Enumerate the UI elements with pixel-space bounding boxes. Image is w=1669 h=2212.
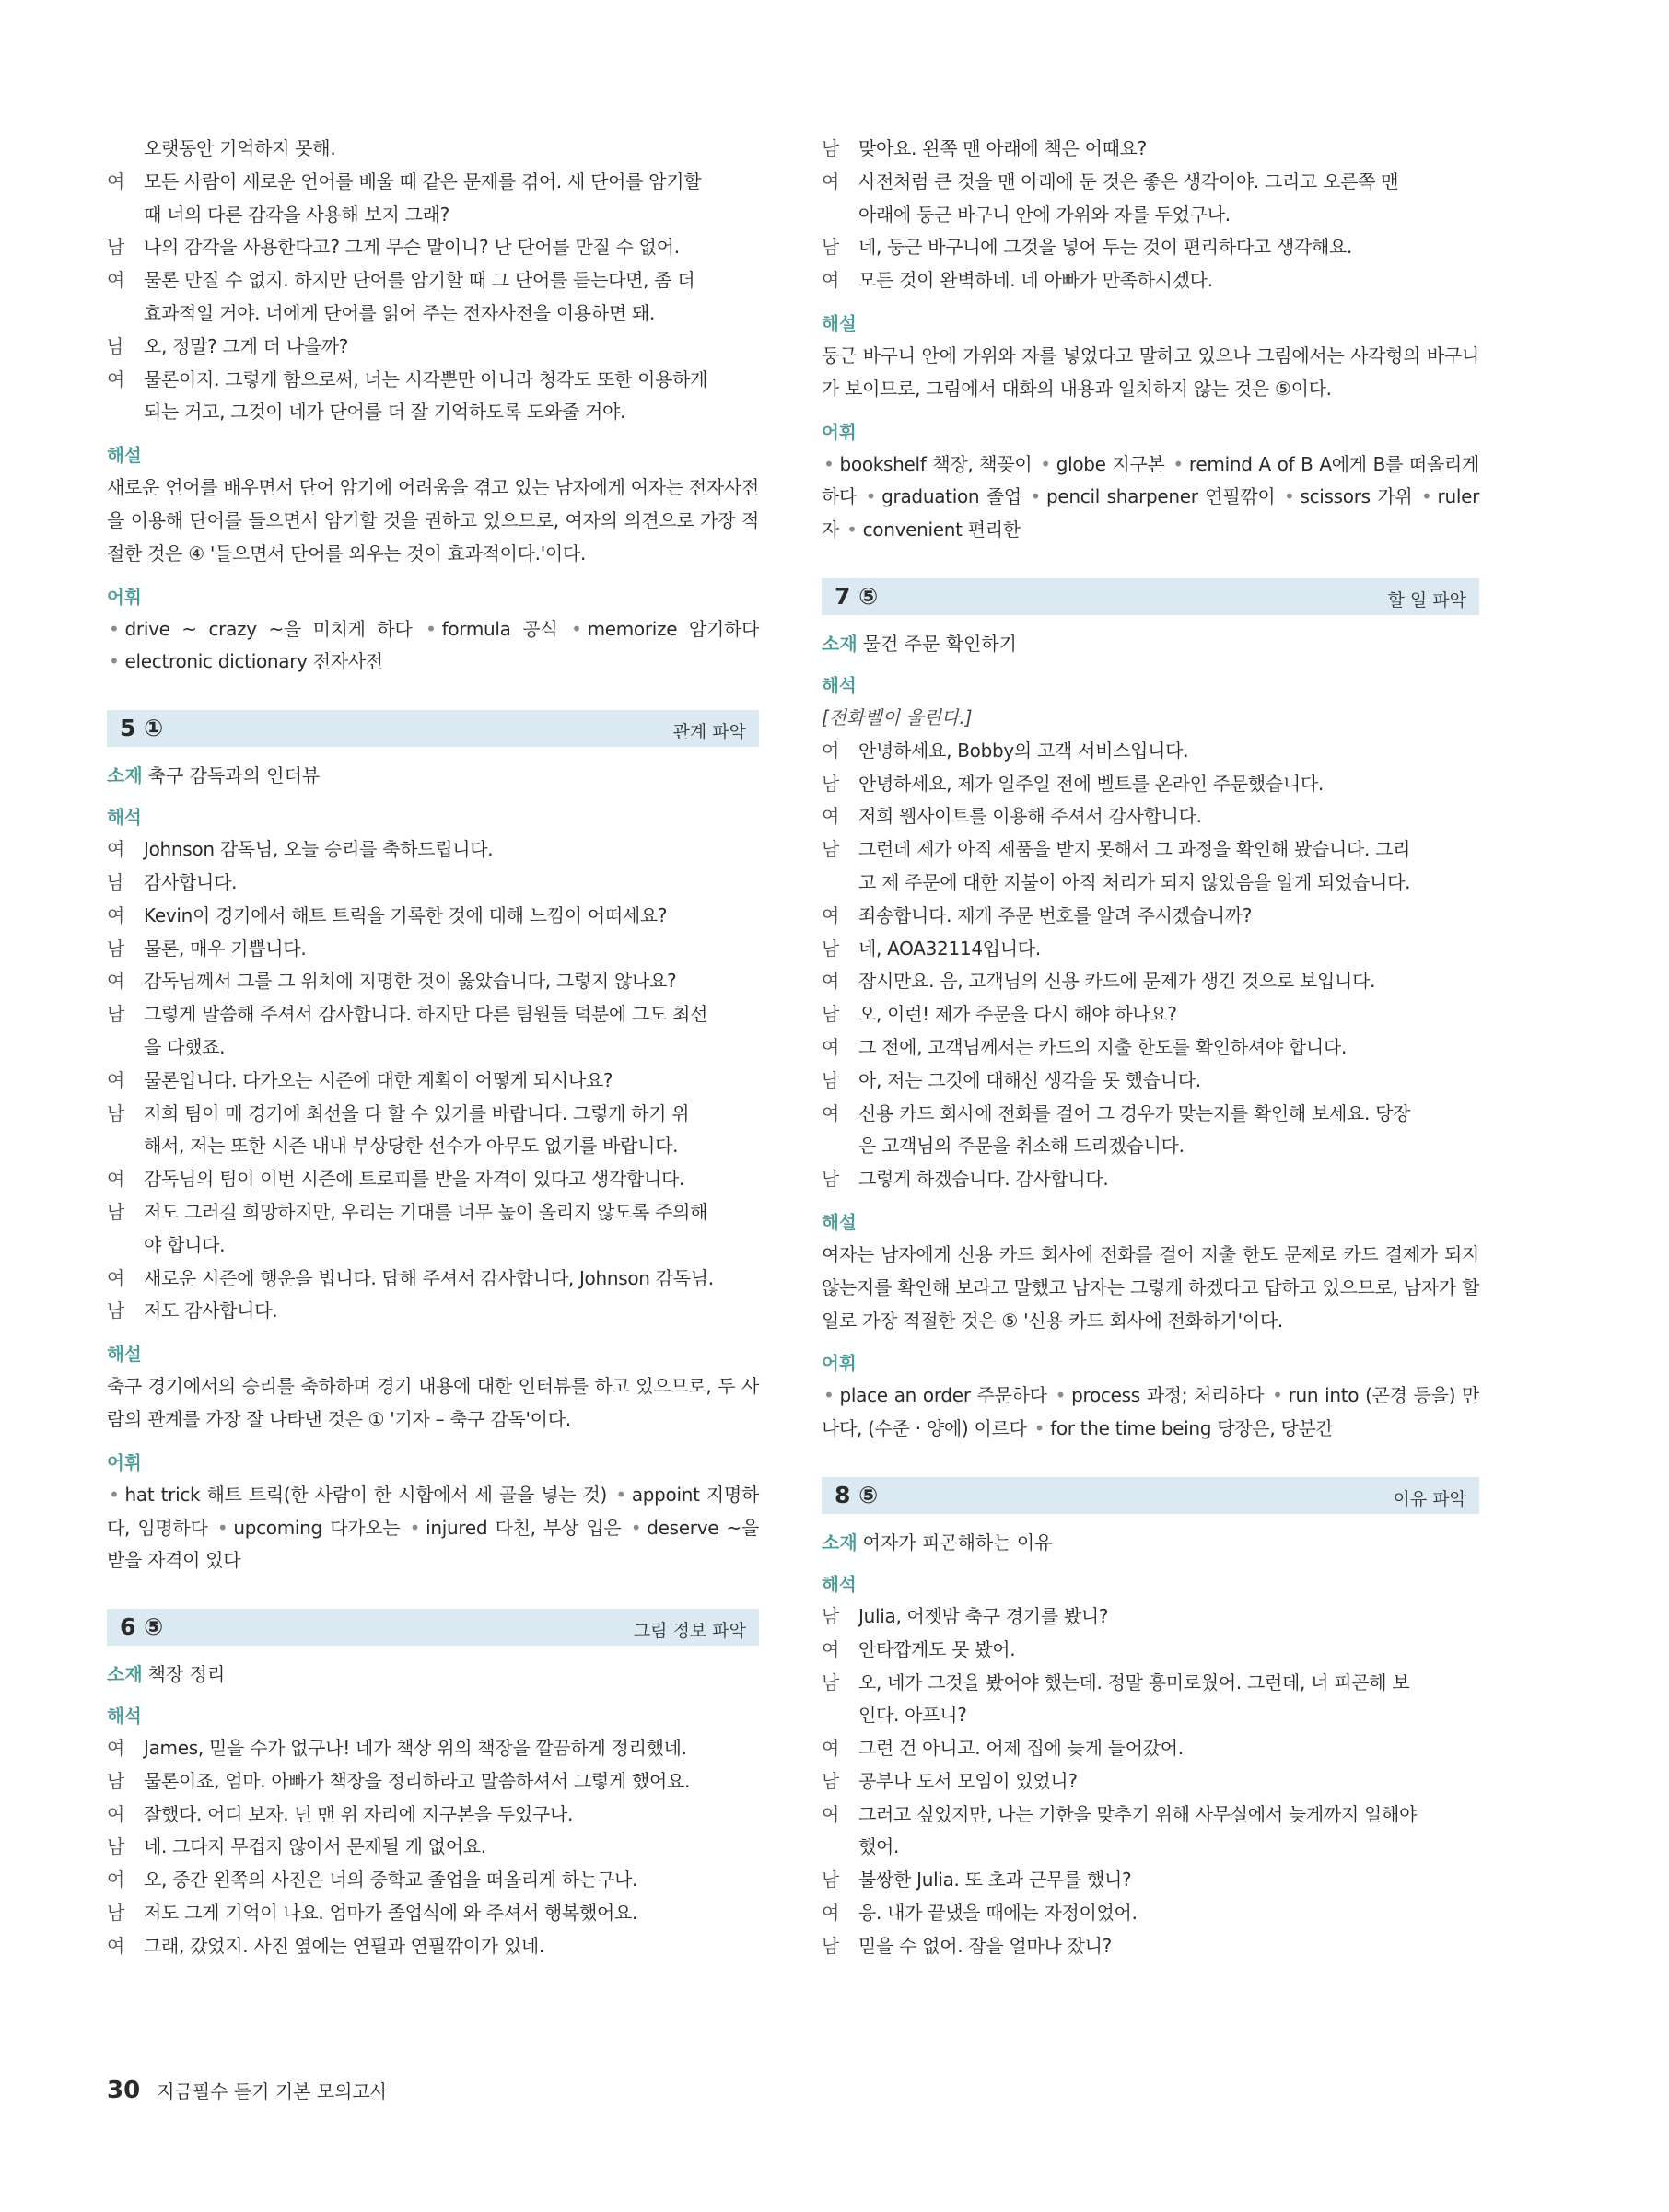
vocab-item: pencil sharpener 연필깎이 <box>1046 485 1276 508</box>
bullet-icon: • <box>823 1384 834 1407</box>
line-text: 을 다했죠. <box>144 1035 226 1058</box>
line-text: 공부나 도서 모임이 있었니? <box>858 1769 1078 1792</box>
left-column <box>107 133 759 1963</box>
dialogue-line <box>107 833 759 867</box>
dialogue-line <box>107 1065 759 1098</box>
dialogue-line <box>822 1864 1479 1897</box>
dialogue-line <box>107 1163 759 1196</box>
line-text: 안녕하세요, 제가 일주일 전에 벨트를 온라인 주문했습니다. <box>858 772 1324 795</box>
vocab-item: hat trick 해트 트릭(한 사람이 한 시합에서 세 골을 넣는 것) <box>124 1483 608 1506</box>
speaker-label: 여 <box>822 1101 840 1124</box>
q8-topic <box>822 1527 1479 1558</box>
q6-explain-label: 해설 <box>822 312 857 334</box>
q7-topic <box>822 628 1479 659</box>
speaker-label: 여 <box>107 903 125 926</box>
speaker-label: 남 <box>822 1671 840 1694</box>
q7-topic-text: 물건 주문 확인하기 <box>862 632 1017 655</box>
vocab-item: for the time being 당장은, 당분간 <box>1050 1417 1334 1440</box>
line-text: 물론입니다. 다가오는 시즌에 대한 계획이 어떻게 되시나요? <box>144 1068 613 1091</box>
q6-type: 그림 정보 파악 <box>633 1621 746 1642</box>
speaker-label: 여 <box>107 269 125 292</box>
speaker-label: 여 <box>107 1869 125 1892</box>
speaker-label: 남 <box>107 334 125 357</box>
bullet-icon: • <box>1040 452 1051 475</box>
speaker-label: 남 <box>822 838 840 861</box>
q4-dialogue <box>107 133 759 429</box>
q8-topic-text: 여자가 피곤해하는 이유 <box>862 1531 1053 1554</box>
q4-vocab-list <box>107 613 759 680</box>
bullet-icon: • <box>109 1483 120 1506</box>
line-text: 오, 정말? 그게 더 나을까? <box>144 334 349 357</box>
vocab-item: bookshelf 책장, 책꽂이 <box>839 452 1033 475</box>
line-text: 되는 거고, 그것이 네가 단어를 더 잘 기억하도록 도와줄 거야. <box>144 401 626 424</box>
vocab-item: deserve ~을 받을 자격이 있다 <box>107 1516 760 1572</box>
speaker-label: 남 <box>107 1299 125 1322</box>
line-text: Johnson 감독님, 오늘 승리를 축하드립니다. <box>144 838 494 861</box>
q5-topic <box>107 760 759 791</box>
speaker-label: 남 <box>107 1200 125 1223</box>
dialogue-line <box>822 1601 1479 1634</box>
speaker-label: 남 <box>107 937 125 960</box>
speaker-label: 여 <box>822 1802 840 1825</box>
line-text: 안녕하세요, Bobby의 고객 서비스입니다. <box>858 739 1189 762</box>
speaker-label: 남 <box>107 1003 125 1026</box>
line-text: 응. 내가 끝냈을 때에는 자정이었어. <box>858 1902 1138 1925</box>
vocab-item: appoint 지명하다, 임명하다 <box>107 1483 759 1539</box>
dialogue-line <box>822 166 1479 199</box>
dialogue-line <box>107 396 759 429</box>
bullet-icon: • <box>426 617 437 640</box>
dialogue-line <box>822 900 1479 933</box>
speaker-label: 남 <box>822 1068 840 1091</box>
q7-vocab-label: 어휘 <box>822 1353 857 1375</box>
line-text: 효과적일 거야. 너에게 단어를 읽어 주는 전자사전을 이용하면 돼. <box>144 301 656 324</box>
line-text: 물론 만질 수 없지. 하지만 단어를 암기할 때 그 단어를 듣는다면, 좀 더 <box>144 269 695 292</box>
dialogue-line <box>107 231 759 264</box>
dialogue-line <box>107 1831 759 1864</box>
dialogue-line <box>822 1699 1479 1732</box>
speaker-label: 여 <box>822 1737 840 1760</box>
line-text: 때 너의 다른 감각을 사용해 보지 그래? <box>144 203 449 226</box>
dialogue-line <box>822 867 1479 900</box>
line-text: Julia, 어젯밤 축구 경기를 봤니? <box>858 1604 1109 1627</box>
q5-number: 5 ① <box>120 715 164 742</box>
line-text: 감사합니다. <box>144 870 238 893</box>
q5-topic-text: 축구 감독과의 인터뷰 <box>147 764 321 787</box>
dialogue-line <box>822 133 1479 166</box>
dialogue-line <box>822 768 1479 801</box>
q5-vocab-list <box>107 1479 759 1578</box>
dialogue-line <box>822 1031 1479 1065</box>
right-column <box>822 133 1479 1963</box>
line-text: James, 믿을 수가 없구나! 네가 책상 위의 책장을 깔끔하게 정리했네. <box>144 1737 687 1760</box>
q5-dialogue <box>107 833 759 1328</box>
q6-number: 6 ⑤ <box>120 1613 164 1641</box>
dialogue-line <box>822 1765 1479 1799</box>
q8-dialogue <box>822 1601 1479 1963</box>
line-text: 감독님의 팀이 이번 시즌에 트로피를 받을 자격이 있다고 생각합니다. <box>144 1168 685 1191</box>
q5-translate-label: 해석 <box>107 807 142 829</box>
q6-dialogue-continued <box>822 133 1479 297</box>
speaker-label: 여 <box>822 1637 840 1660</box>
line-text: 네, 둥근 바구니에 그것을 넣어 두는 것이 편리하다고 생각해요. <box>858 236 1353 259</box>
speaker-label: 남 <box>822 1604 840 1627</box>
dialogue-line <box>822 1732 1479 1765</box>
speaker-label: 여 <box>107 1266 125 1289</box>
line-text: 고 제 주문에 대한 지불이 아직 처리가 되지 않았음을 알게 되었습니다. <box>858 870 1411 893</box>
speaker-label: 여 <box>107 1802 125 1825</box>
speaker-label: 남 <box>822 236 840 259</box>
speaker-label: 여 <box>107 970 125 993</box>
line-text: 잠시만요. 음, 고객님의 신용 카드에 문제가 생긴 것으로 보입니다. <box>858 970 1376 993</box>
line-text: 인다. 아프니? <box>858 1704 967 1727</box>
dialogue-line <box>107 1732 759 1765</box>
dialogue-line <box>822 1930 1479 1963</box>
dialogue-line <box>107 1864 759 1897</box>
speaker-label: 여 <box>822 970 840 993</box>
bullet-icon: • <box>1283 485 1295 508</box>
bullet-icon: • <box>571 617 582 640</box>
line-text: 오, 중간 왼쪽의 사진은 너의 중학교 졸업을 떠올리게 하는구나. <box>144 1869 638 1892</box>
bullet-icon: • <box>1421 485 1432 508</box>
q6-topic-text: 책장 정리 <box>147 1663 226 1686</box>
speaker-label: 여 <box>107 1737 125 1760</box>
line-text: 맞아요. 왼쪽 맨 아래에 책은 어때요? <box>858 137 1147 159</box>
speaker-label: 여 <box>107 1068 125 1091</box>
q8-header <box>822 1477 1479 1514</box>
dialogue-line <box>107 1229 759 1263</box>
dialogue-line <box>822 1897 1479 1930</box>
line-text: 저도 감사합니다. <box>144 1299 278 1322</box>
q5-vocab-label: 어휘 <box>107 1451 142 1473</box>
line-text: 사전처럼 큰 것을 맨 아래에 둔 것은 좋은 생각이야. 그리고 오른쪽 맨 <box>858 169 1399 192</box>
q8-topic-label: 소재 <box>822 1531 858 1554</box>
speaker-label: 남 <box>107 1101 125 1124</box>
speaker-label: 여 <box>107 367 125 390</box>
line-text: 모든 사람이 새로운 언어를 배울 때 같은 문제를 겪어. 새 단어를 암기할 <box>144 169 702 192</box>
dialogue-line <box>107 998 759 1031</box>
vocab-item: injured 다친, 부상 입은 <box>426 1516 622 1539</box>
line-text: 저희 웹사이트를 이용해 주셔서 감사합니다. <box>858 805 1202 828</box>
line-text: 죄송합니다. 제게 주문 번호를 알려 주시겠습니까? <box>858 903 1253 926</box>
vocab-item: place an order 주문하다 <box>839 1384 1047 1407</box>
bullet-icon: • <box>1055 1384 1067 1407</box>
dialogue-line <box>107 166 759 199</box>
dialogue-line <box>822 998 1479 1031</box>
book-title: 지금필수 듣기 기본 모의고사 <box>157 2080 389 2102</box>
line-text: 신용 카드 회사에 전화를 걸어 그 경우가 맞는지를 확인해 보세요. 당장 <box>858 1101 1411 1124</box>
line-text: 그렇게 말씀해 주셔서 감사합니다. 하지만 다른 팀원들 덕분에 그도 최선 <box>144 1003 708 1026</box>
line-text: 모든 것이 완벽하네. 네 아빠가 만족하시겠다. <box>858 269 1213 292</box>
dialogue-line <box>822 800 1479 833</box>
dialogue-line <box>107 331 759 364</box>
q6-explanation: 둥근 바구니 안에 가위와 자를 넣었다고 말하고 있으나 그림에서는 사각형의 바구니가 보이므로, 그림에서 대화의 내용과 일치하지 않는 것은 ⑤이다. <box>822 343 1479 400</box>
speaker-label: 여 <box>822 739 840 762</box>
bullet-icon: • <box>409 1516 421 1539</box>
line-text: 아, 저는 그것에 대해선 생각을 못 했습니다. <box>858 1068 1201 1091</box>
dialogue-line <box>107 1031 759 1065</box>
bullet-icon: • <box>865 485 877 508</box>
line-text: 믿을 수 없어. 잠을 얼마나 잤니? <box>858 1934 1112 1957</box>
line-text: 잘했다. 어디 보자. 넌 맨 위 자리에 지구본을 두었구나. <box>144 1802 574 1825</box>
dialogue-line <box>107 1897 759 1930</box>
line-text: 불쌍한 Julia. 또 초과 근무를 했니? <box>858 1869 1132 1892</box>
bullet-icon: • <box>615 1483 626 1506</box>
dialogue-line <box>822 1634 1479 1667</box>
speaker-label: 남 <box>107 1835 125 1858</box>
q7-header <box>822 578 1479 615</box>
dialogue-line <box>822 1065 1479 1098</box>
vocab-item: formula 공식 <box>441 617 558 640</box>
q8-translate-label: 해석 <box>822 1573 857 1595</box>
dialogue-line <box>107 264 759 297</box>
speaker-label: 여 <box>107 1168 125 1191</box>
speaker-label: 여 <box>107 1934 125 1957</box>
q7-vocab-list <box>822 1380 1479 1446</box>
speaker-label: 여 <box>822 1035 840 1058</box>
q7-explain-label: 해설 <box>822 1211 857 1233</box>
vocab-item: run into (곤경 등을) 만나다, (수준 · 양에) 이르다 <box>822 1384 1479 1440</box>
line-text: 감독님께서 그를 그 위치에 지명한 것이 옳았습니다, 그렇지 않나요? <box>144 970 677 993</box>
vocab-item: remind A of B A에게 B를 떠올리게 하다 <box>822 452 1480 508</box>
q5-explanation: 축구 경기에서의 승리를 축하하며 경기 내용에 대한 인터뷰를 하고 있으므로, 두 사람의 관계를 가장 잘 나타낸 것은 ① '기자 – 축구 감독'이다. <box>107 1375 759 1430</box>
bullet-icon: • <box>1033 1417 1045 1440</box>
q6-header <box>107 1609 759 1646</box>
line-text: 오랫동안 기억하지 못해. <box>144 137 336 159</box>
page-number: 30 <box>107 2077 141 2104</box>
dialogue-line <box>822 231 1479 264</box>
speaker-label: 남 <box>822 1934 840 1957</box>
q6-translate-label: 해석 <box>107 1706 142 1728</box>
q5-topic-label: 소재 <box>107 764 143 787</box>
line-text: 네. 그다지 무겁지 않아서 문제될 게 없어요. <box>144 1835 486 1858</box>
line-text: Kevin이 경기에서 해트 트릭을 기록한 것에 대해 느낌이 어떠세요? <box>144 903 668 926</box>
line-text: 저도 그러길 희망하지만, 우리는 기대를 너무 높이 올리지 않도록 주의해 <box>144 1200 708 1223</box>
line-text: 오, 네가 그것을 봤어야 했는데. 정말 흥미로웠어. 그런데, 너 피곤해 보 <box>858 1671 1410 1694</box>
q7-translate-label: 해석 <box>822 674 857 696</box>
line-text: 저도 그게 기억이 나요. 엄마가 졸업식에 와 주셔서 행복했어요. <box>144 1902 638 1925</box>
speaker-label: 남 <box>107 1902 125 1925</box>
dialogue-line <box>822 1130 1479 1163</box>
dialogue-line <box>107 1196 759 1229</box>
speaker-label: 여 <box>107 838 125 861</box>
q7-explanation: 여자는 남자에게 신용 카드 회사에 전화를 걸어 지출 한도 문제로 카드 결제가 되지 않는지를 확인해 보라고 말했고 남자는 그렇게 하겠다고 답하고 있으므로, 남자가 할 일로 가장 적절한 것은 ⑤ '신용 카드 회사에 전화하기'이다. <box>822 1242 1479 1332</box>
dialogue-line <box>822 933 1479 966</box>
line-text: 저희 팀이 매 경기에 최선을 다 할 수 있기를 바랍니다. 그렇게 하기 위 <box>144 1101 690 1124</box>
dialogue-line <box>107 199 759 232</box>
dialogue-line <box>822 965 1479 998</box>
dialogue-line <box>107 1799 759 1832</box>
speaker-label: 여 <box>822 805 840 828</box>
line-text: 그런 건 아니고. 어제 집에 늦게 들어갔어. <box>858 1737 1184 1760</box>
dialogue-line <box>822 1799 1479 1832</box>
dialogue-line <box>822 199 1479 232</box>
dialogue-line <box>822 1163 1479 1196</box>
line-text: 물론, 매우 기쁩니다. <box>144 937 307 960</box>
dialogue-line <box>107 133 759 166</box>
vocab-item: graduation 졸업 <box>881 485 1021 508</box>
vocab-item: scissors 가위 <box>1300 485 1413 508</box>
dialogue-line <box>107 1130 759 1163</box>
q4-vocab-label: 어휘 <box>107 586 142 608</box>
speaker-label: 여 <box>822 269 840 292</box>
speaker-label: 여 <box>107 169 125 192</box>
speaker-label: 남 <box>822 1769 840 1792</box>
dialogue-line <box>107 364 759 397</box>
q7-number: 7 ⑤ <box>834 582 879 610</box>
dialogue-line <box>107 1930 759 1963</box>
speaker-label: 남 <box>822 937 840 960</box>
speaker-label: 여 <box>822 169 840 192</box>
q4-explanation: 새로운 언어를 배우면서 단어 암기에 어려움을 겪고 있는 남자에게 여자는 전자사전을 이용해 단어를 들으면서 암기할 것을 권하고 있으므로, 여자의 의견으로 가장 적절한 것은 ④ '들으면서 단어를 외우는 것이 효과적이다.'이다. <box>107 476 759 565</box>
page-footer <box>107 2077 388 2104</box>
q7-type: 할 일 파악 <box>1387 589 1466 611</box>
dialogue-line <box>107 965 759 998</box>
q8-type: 이유 파악 <box>1393 1488 1466 1509</box>
dialogue-line <box>107 867 759 900</box>
q5-header <box>107 710 759 747</box>
vocab-item: electronic dictionary 전자사전 <box>124 650 383 673</box>
speaker-label: 남 <box>822 137 840 159</box>
dialogue-line <box>107 1765 759 1799</box>
speaker-label: 남 <box>822 1003 840 1026</box>
line-text: 새로운 시즌에 행운을 빕니다. 답해 주셔서 감사합니다, Johnson 감독님. <box>144 1266 714 1289</box>
vocab-item: memorize 암기하다 <box>587 617 760 640</box>
line-text: 그런데 제가 아직 제품을 받지 못해서 그 과정을 확인해 봤습니다. 그리 <box>858 838 1411 861</box>
dialogue-line <box>107 297 759 331</box>
dialogue-line <box>107 933 759 966</box>
dialogue-line <box>822 1098 1479 1131</box>
bullet-icon: • <box>109 650 120 673</box>
line-text: 나의 감각을 사용한다고? 그게 무슨 말이니? 난 단어를 만질 수 없어. <box>144 236 680 259</box>
bullet-icon: • <box>846 518 858 541</box>
speaker-label: 남 <box>107 1769 125 1792</box>
q5-explain-label: 해설 <box>107 1344 142 1366</box>
line-text: 야 합니다. <box>144 1233 226 1256</box>
speaker-label: 여 <box>822 903 840 926</box>
line-text: 했어. <box>858 1835 900 1858</box>
q7-stage-note: [전화벨이 울린다.] <box>822 705 973 728</box>
bullet-icon: • <box>1030 485 1042 508</box>
speaker-label: 여 <box>822 1902 840 1925</box>
bullet-icon: • <box>1173 452 1184 475</box>
dialogue-line <box>822 735 1479 768</box>
line-text: 오, 이런! 제가 주문을 다시 해야 하나요? <box>858 1003 1177 1026</box>
line-text: 해서, 저는 또한 시즌 내내 부상당한 선수가 아무도 없기를 바랍니다. <box>144 1135 679 1158</box>
dialogue-line <box>822 1667 1479 1700</box>
dialogue-line <box>107 1263 759 1296</box>
speaker-label: 남 <box>822 772 840 795</box>
line-text: 물론이죠, 엄마. 아빠가 책장을 정리하라고 말씀하셔서 그렇게 했어요. <box>144 1769 691 1792</box>
speaker-label: 남 <box>107 870 125 893</box>
q7-topic-label: 소재 <box>822 632 858 655</box>
line-text: 그러고 싶었지만, 나는 기한을 맞추기 위해 사무실에서 늦게까지 일해야 <box>858 1802 1418 1825</box>
dialogue-line <box>822 1831 1479 1864</box>
line-text: 물론이지. 그렇게 함으로써, 너는 시각뿐만 아니라 청각도 또한 이용하게 <box>144 367 708 390</box>
vocab-item: upcoming 다가오는 <box>233 1516 401 1539</box>
dialogue-line <box>107 1295 759 1328</box>
vocab-item: drive ~ crazy ~을 미치게 하다 <box>124 617 413 640</box>
q7-dialogue <box>822 735 1479 1196</box>
q6-dialogue <box>107 1732 759 1963</box>
bullet-icon: • <box>216 1516 228 1539</box>
dialogue-line <box>107 1098 759 1131</box>
q6-topic-label: 소재 <box>107 1663 143 1686</box>
q4-explain-label: 해설 <box>107 445 142 467</box>
line-text: 그래, 갔었지. 사진 옆에는 연필과 연필깎이가 있네. <box>144 1934 544 1957</box>
vocab-item: ruler 자 <box>822 485 1480 541</box>
line-text: 안타깝게도 못 봤어. <box>858 1637 1016 1660</box>
speaker-label: 남 <box>107 236 125 259</box>
line-text: 네, AOA32114입니다. <box>858 937 1041 960</box>
vocab-item: convenient 편리한 <box>862 518 1021 541</box>
dialogue-line <box>822 264 1479 297</box>
dialogue-line <box>107 900 759 933</box>
line-text: 그렇게 하겠습니다. 감사합니다. <box>858 1168 1109 1191</box>
vocab-item: process 과정; 처리하다 <box>1071 1384 1265 1407</box>
q6-vocab-list <box>822 448 1479 547</box>
bullet-icon: • <box>823 452 834 475</box>
q8-number: 8 ⑤ <box>834 1481 879 1508</box>
bullet-icon: • <box>630 1516 642 1539</box>
q6-vocab-label: 어휘 <box>822 421 857 443</box>
speaker-label: 남 <box>822 1869 840 1892</box>
q6-topic <box>107 1659 759 1690</box>
dialogue-line <box>822 833 1479 867</box>
bullet-icon: • <box>109 617 120 640</box>
q5-type: 관계 파악 <box>672 722 746 743</box>
vocab-item: globe 지구본 <box>1056 452 1165 475</box>
line-text: 아래에 둥근 바구니 안에 가위와 자를 두었구나. <box>858 203 1231 226</box>
line-text: 은 고객님의 주문을 취소해 드리겠습니다. <box>858 1135 1185 1158</box>
speaker-label: 남 <box>822 1168 840 1191</box>
bullet-icon: • <box>1272 1384 1283 1407</box>
line-text: 그 전에, 고객님께서는 카드의 지출 한도를 확인하셔야 합니다. <box>858 1035 1348 1058</box>
